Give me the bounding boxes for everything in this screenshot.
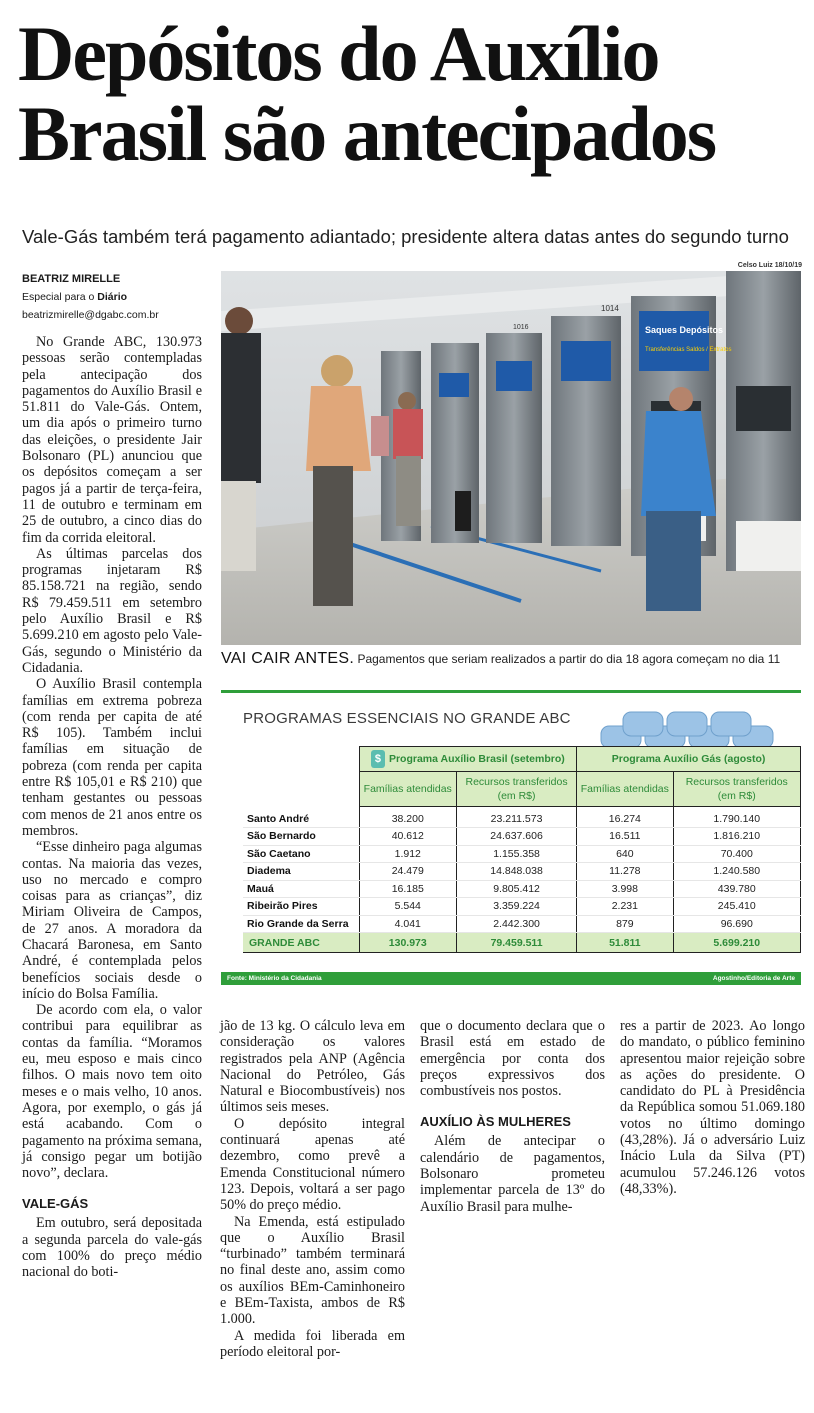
table-footer-bar bbox=[221, 972, 801, 985]
cell: 16.274 bbox=[577, 807, 673, 828]
cell: 24.479 bbox=[359, 863, 456, 881]
city-cell: Rio Grande da Serra bbox=[243, 915, 359, 933]
cell: 9.805.412 bbox=[456, 880, 576, 898]
atm-photo-illustration bbox=[221, 271, 801, 645]
cell: 11.278 bbox=[577, 863, 673, 881]
cell: 3.359.224 bbox=[456, 898, 576, 916]
city-cell: São Bernardo bbox=[243, 828, 359, 846]
article-subtitle: Vale-Gás também terá pagamento adiantado; presidente altera datas antes do segundo turno bbox=[22, 226, 789, 247]
paragraph: No Grande ABC, 130.973 pessoas serão contempladas pela antecipação dos pagamentos do Auxílio Brasil e 51.811 do Vale-Gás. Ontem, um dia após o primeiro turno das eleições, o presidente Jair Bolsonaro (PL) anunciou que os depósitos começam a ser pagos já a partir de terça-feira, 11 de outubro e terminam em 25 de outubro, a cinco dias do fim da corrida eleitoral. bbox=[22, 334, 202, 546]
paragraph: Em outubro, será depositada a segunda parcela do vale-gás com 100% do preço médio nacional do boti- bbox=[22, 1215, 202, 1281]
cell: 16.185 bbox=[359, 880, 456, 898]
col-header-resources: Recursos transferidos (em R$) bbox=[456, 772, 576, 807]
total-cell: 79.459.511 bbox=[456, 933, 576, 953]
cell: 40.612 bbox=[359, 828, 456, 846]
cell: 2.442.300 bbox=[456, 915, 576, 933]
byline bbox=[22, 270, 212, 324]
newspaper-name: Diário bbox=[97, 291, 128, 303]
cell: 96.690 bbox=[673, 915, 800, 933]
paragraph: res a partir de 2023. Ao longo do mandato, o público feminino apresentou maior rejeição sobre as ações do presidente. O candidato do PL à Presidência da República somou 51.069.180 votos no último domingo (43,28%). Já o adversário Luiz Inácio Lula da Silva (PT) acumulou 57.246.126 votos (48,33%). bbox=[620, 1018, 805, 1197]
green-rule bbox=[221, 690, 801, 693]
paragraph: As últimas parcelas dos programas injetaram R$ 85.158.721 na região, sendo R$ 79.459.511 em setembro pelo Auxílio Brasil e R$ 5.699.210 em agosto pelo Vale-Gás, segundo o Ministério da Cidadania. bbox=[22, 545, 202, 676]
caption-lead: VAI CAIR ANTES. bbox=[221, 650, 355, 667]
cell: 1.155.358 bbox=[456, 845, 576, 863]
section-heading-auxilio-mulheres: AUXÍLIO ÀS MULHERES bbox=[420, 1114, 571, 1130]
atm-number: 1014 bbox=[601, 304, 619, 313]
atm-sign-small: Transferências Saldos / Extratos bbox=[645, 347, 732, 353]
total-cell: 5.699.210 bbox=[673, 933, 800, 953]
cell: 70.400 bbox=[673, 845, 800, 863]
cell: 439.780 bbox=[673, 880, 800, 898]
total-label: GRANDE ABC bbox=[243, 933, 359, 953]
atm-photo bbox=[221, 271, 801, 645]
cell: 38.200 bbox=[359, 807, 456, 828]
author-name: BEATRIZ MIRELLE bbox=[22, 273, 121, 285]
cell: 1.790.140 bbox=[673, 807, 800, 828]
col-header-families: Famílias atendidas bbox=[577, 772, 673, 807]
table-row bbox=[243, 845, 801, 863]
total-cell: 130.973 bbox=[359, 933, 456, 953]
programs-table bbox=[243, 746, 801, 953]
paragraph: Na Emenda, está estipulado que o Auxílio Brasil “turbinado” também terminará no final deste ano, assim como os auxílios BEm-Caminhoneiro e BEm-Taxista, ambos de R$ 1.000. bbox=[220, 1213, 405, 1328]
group-header-auxilio-gas: Programa Auxílio Gás (agosto) bbox=[577, 747, 801, 772]
city-cell: Santo André bbox=[243, 807, 359, 828]
body-column-2 bbox=[220, 1018, 405, 1360]
table-wrapper bbox=[243, 746, 801, 953]
author-email[interactable]: beatrizmirelle@dgabc.com.br bbox=[22, 309, 159, 321]
body-column-3 bbox=[420, 1018, 605, 1215]
table-total-row bbox=[243, 933, 801, 953]
article-headline bbox=[18, 10, 808, 177]
paragraph: O Auxílio Brasil contempla famílias em extrema pobreza (com renda per capita de até R$ 105). Também inclui famílias em situação de pobreza (com renda per capita entre R$ 105,01 e R$ 210) que tenham gestantes ou pessoas com menos de 21 anos entre os membros. bbox=[22, 676, 202, 839]
table-art-credit: Agostinho/Editoria de Arte bbox=[712, 975, 795, 982]
cell: 24.637.606 bbox=[456, 828, 576, 846]
table-group-header-row bbox=[243, 747, 801, 772]
city-cell: São Caetano bbox=[243, 845, 359, 863]
table-row bbox=[243, 828, 801, 846]
cell: 1.816.210 bbox=[673, 828, 800, 846]
table-row bbox=[243, 807, 801, 828]
cell: 879 bbox=[577, 915, 673, 933]
cell: 1.240.580 bbox=[673, 863, 800, 881]
cell: 23.211.573 bbox=[456, 807, 576, 828]
city-cell: Ribeirão Pires bbox=[243, 898, 359, 916]
gas-cylinders-icon bbox=[597, 704, 787, 748]
total-cell: 51.811 bbox=[577, 933, 673, 953]
body-column-4 bbox=[620, 1018, 805, 1197]
city-cell: Diadema bbox=[243, 863, 359, 881]
paragraph: “Esse dinheiro paga algumas contas. Na maioria das vezes, uso no mercado e compro coisas para as crianças”, diz Miriam Oliveira de Campos, de 27 anos. A moradora da Chacará Baronesa, em Santo André, é contemplada pelos benefícios sociais desde o início do Bolsa Família. bbox=[22, 839, 202, 1002]
paragraph: De acordo com ela, o valor contribui para equilibrar as contas da família. “Moramos eu, meu esposo e mais cinco filhos. O mais novo tem oito meses e o mais velho, 10 anos. Agora, por exemplo, o gás já está acabando. Com o pagamento na próxima semana, já consigo pegar um botijão novo”, declara. bbox=[22, 1002, 202, 1182]
cell: 14.848.038 bbox=[456, 863, 576, 881]
cell: 245.410 bbox=[673, 898, 800, 916]
table-row bbox=[243, 898, 801, 916]
atm-number: 1016 bbox=[513, 324, 529, 331]
cell: 16.511 bbox=[577, 828, 673, 846]
cell: 4.041 bbox=[359, 915, 456, 933]
cell: 3.998 bbox=[577, 880, 673, 898]
group-header-auxilio-brasil bbox=[359, 747, 577, 772]
table-source: Fonte: Ministério da Cidadania bbox=[227, 975, 322, 982]
headline-line-1: Depósitos do Auxílio bbox=[18, 10, 659, 97]
paragraph: A medida foi liberada em período eleitoral por- bbox=[220, 1327, 405, 1360]
body-column-1 bbox=[22, 334, 202, 1281]
col-header-resources: Recursos transferidos (em R$) bbox=[673, 772, 800, 807]
table-row bbox=[243, 915, 801, 933]
paragraph: O depósito integral continuará apenas até dezembro, como prevê a Emenda Constitucional número 123. Depois, voltará a ser pago 50% do preço médio. bbox=[220, 1115, 405, 1214]
table-row bbox=[243, 880, 801, 898]
programs-table-box bbox=[221, 690, 801, 986]
author-role-prefix: Especial para o bbox=[22, 291, 98, 303]
paragraph: Além de antecipar o calendário de pagamentos, Bolsonaro prometeu implementar parcela de 13º do Auxílio Brasil para mulhe- bbox=[420, 1133, 605, 1215]
cell: 2.231 bbox=[577, 898, 673, 916]
headline-line-2: Brasil são antecipados bbox=[18, 90, 716, 177]
table-column-header-row bbox=[243, 772, 801, 807]
paragraph: jão de 13 kg. O cálculo leva em consideração os valores registrados pela ANP (Agência Nacional do Petróleo, Gás Natural e Biocombustíveis) nos últimos seis meses. bbox=[220, 1018, 405, 1116]
cell: 5.544 bbox=[359, 898, 456, 916]
paragraph: que o documento declara que o Brasil está em estado de emergência por conta dos preços expressivos dos combustíveis nos postos. bbox=[420, 1018, 605, 1100]
caption-text: Pagamentos que seriam realizados a partir do dia 18 agora começam no dia 11 bbox=[354, 652, 781, 666]
money-icon: $ bbox=[371, 750, 385, 768]
table-row bbox=[243, 863, 801, 881]
author-role bbox=[22, 288, 212, 306]
atm-sign-text: Saques Depósitos bbox=[645, 325, 724, 335]
col-header-families: Famílias atendidas bbox=[359, 772, 456, 807]
photo-credit: Celso Luiz 18/10/19 bbox=[737, 262, 802, 269]
group-label-auxilio-brasil: Programa Auxílio Brasil (setembro) bbox=[388, 752, 565, 765]
cell: 1.912 bbox=[359, 845, 456, 863]
cell: 640 bbox=[577, 845, 673, 863]
table-title: PROGRAMAS ESSENCIAIS NO GRANDE ABC bbox=[243, 710, 571, 727]
photo-caption bbox=[221, 650, 811, 668]
city-cell: Mauá bbox=[243, 880, 359, 898]
section-heading-vale-gas: VALE-GÁS bbox=[22, 1196, 89, 1212]
